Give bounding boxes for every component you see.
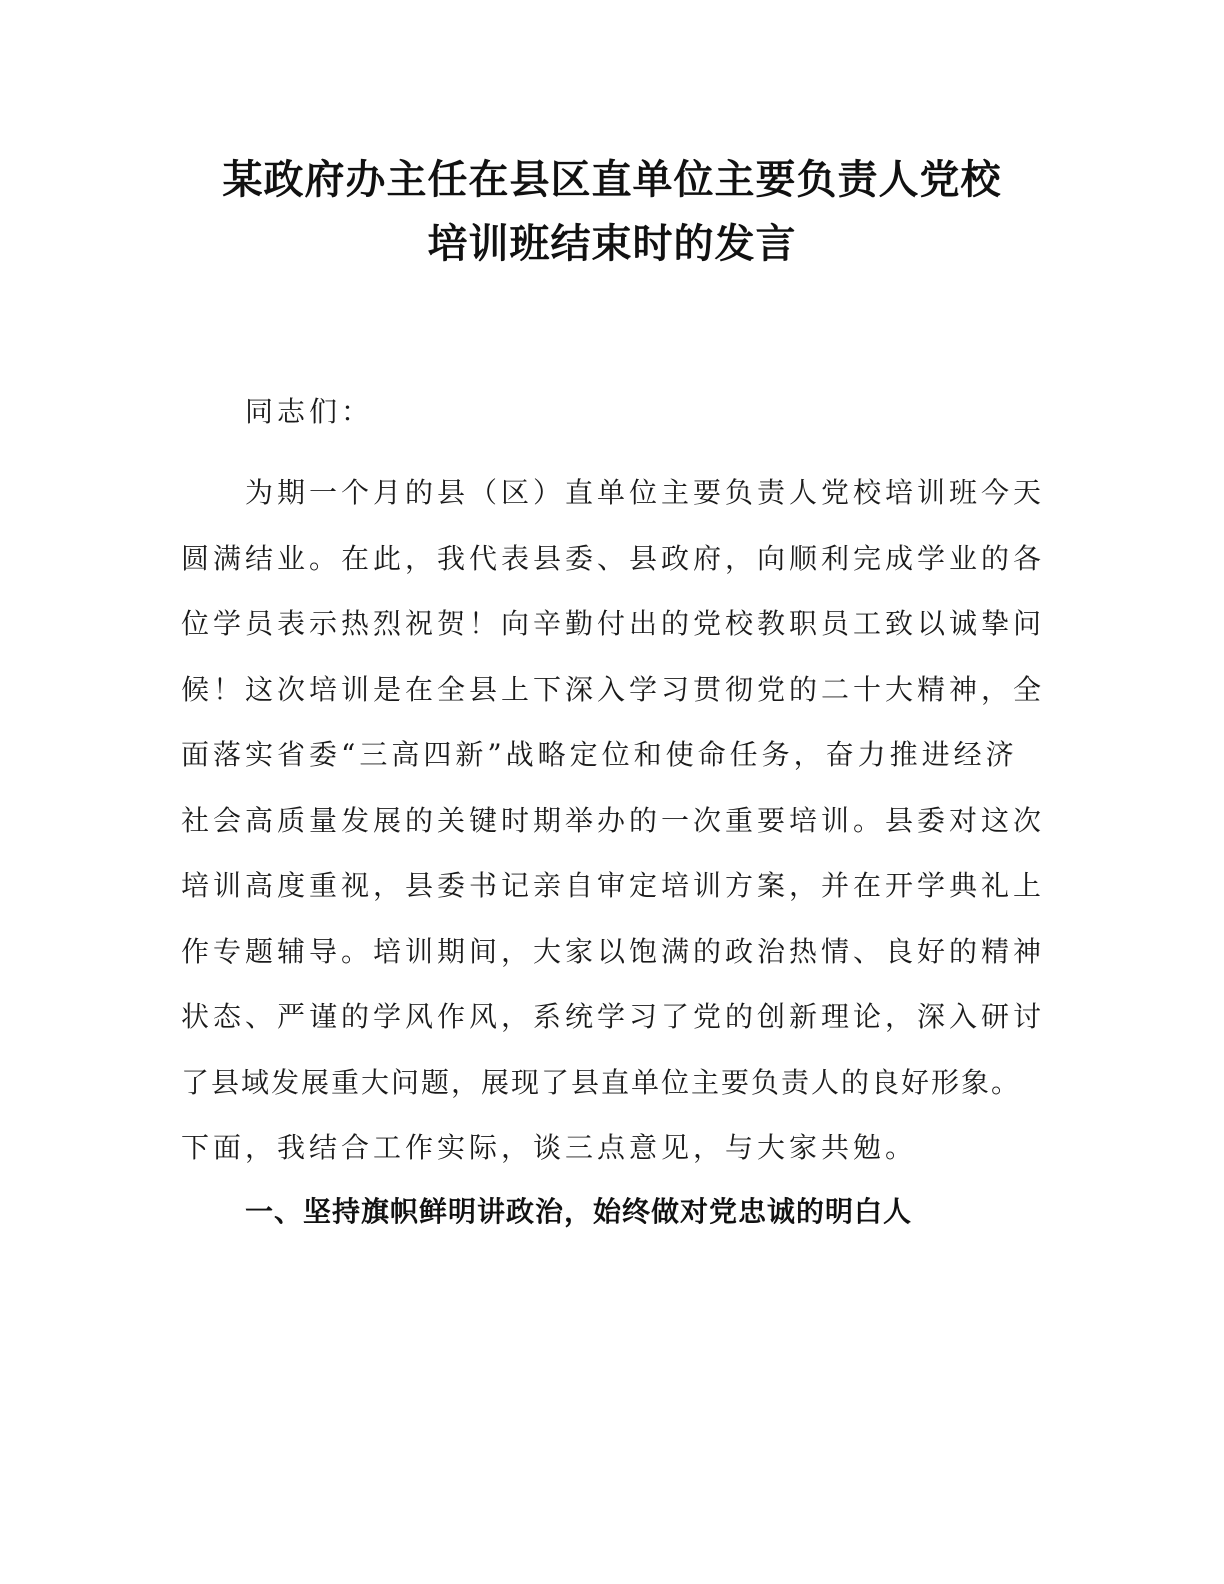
paragraph-1 xyxy=(181,460,1061,1181)
section-heading-1: 一、坚持旗帜鲜明讲政治，始终做对党忠诚的明白人 xyxy=(245,1195,913,1228)
paragraph-line: 位学员表示热烈祝贺！向辛勤付出的党校教职员工致以诚挚问 xyxy=(181,607,1046,640)
document-body xyxy=(181,380,1061,1181)
title-line-1: 某政府办主任在县区直单位主要负责人党校 xyxy=(222,156,1002,203)
paragraph-line: 培训高度重视，县委书记亲自审定培训方案，并在开学典礼上 xyxy=(181,869,1046,902)
paragraph-line: 面落实省委“三高四新”战略定位和使命任务，奋力推进经济 xyxy=(181,738,1018,771)
paragraph-line: 下面，我结合工作实际，谈三点意见，与大家共勉。 xyxy=(181,1131,918,1164)
paragraph-line: 了县域发展重大问题，展现了县直单位主要负责人的良好形象。 xyxy=(181,1065,1022,1099)
paragraph-line: 为期一个月的县（区）直单位主要负责人党校培训班今天 xyxy=(245,476,1046,509)
paragraph-line: 圆满结业。在此，我代表县委、县政府，向顺利完成学业的各 xyxy=(181,541,1046,575)
salutation: 同志们： xyxy=(245,395,374,428)
paragraph-line: 状态、严谨的学风作风，系统学习了党的创新理论，深入研讨 xyxy=(181,1000,1046,1033)
document-title xyxy=(150,148,1074,276)
paragraph-line: 社会高质量发展的关键时期举办的一次重要培训。县委对这次 xyxy=(181,803,1046,837)
paragraph-line: 候！这次培训是在全县上下深入学习贯彻党的二十大精神，全 xyxy=(181,672,1046,706)
paragraph-line: 作专题辅导。培训期间，大家以饱满的政治热情、良好的精神 xyxy=(181,934,1046,968)
title-line-2: 培训班结束时的发言 xyxy=(427,220,797,267)
